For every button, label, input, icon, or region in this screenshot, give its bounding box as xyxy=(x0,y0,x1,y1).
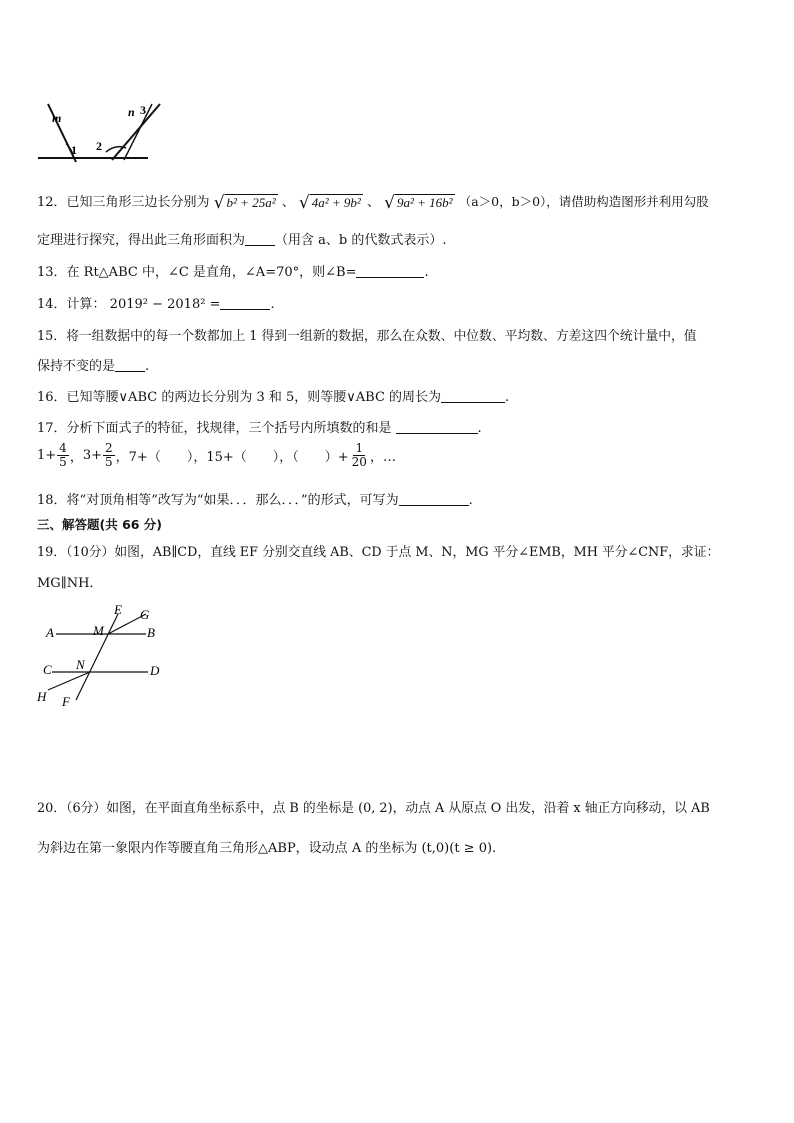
q18: 18．将“对顶角相等”改写为“如果．．．那么．．．”的形式，可写为 . xyxy=(37,493,473,508)
fig19-label-B: B xyxy=(147,625,155,640)
q15-line1: 15．将一组数据中的每一个数都加上 1 得到一组新的数据，那么在众数、中位数、平均数、方差这四个统计量中，值 xyxy=(37,329,697,344)
q12-line2 xyxy=(37,229,447,248)
q17-line1: 17．分析下面式子的特征，找规律，三个括号内所填数的和是 . xyxy=(37,421,482,436)
q12-line1 xyxy=(37,191,709,212)
q19-line2: MG∥NH． xyxy=(37,576,103,591)
q15-answer-blank[interactable] xyxy=(115,359,145,372)
fig11-label-n: n xyxy=(128,105,135,119)
q16: 16．已知等腰∨ABC 的两边长分别为 3 和 5，则等腰∨ABC 的周长为 . xyxy=(37,390,510,405)
fig19-label-N: N xyxy=(76,657,85,672)
q14: 14．计算： 2019² − 2018² = . xyxy=(37,297,275,312)
q12-condition: （a＞0，b＞0），请借助构造图形并利用勾股 xyxy=(458,194,709,209)
q13-answer-blank[interactable] xyxy=(356,265,424,278)
q17-answer-blank[interactable] xyxy=(396,421,478,434)
section-heading: 三、解答题(共 66 分) xyxy=(37,517,163,532)
q12-sep1: 、 xyxy=(281,195,295,210)
fraction-1-20: $\frac{1}{20}$ xyxy=(351,441,367,469)
q12-answer-blank[interactable] xyxy=(245,233,275,246)
q17-text: 17．分析下面式子的特征，找规律，三个括号内所填数的和是 xyxy=(37,421,392,436)
q20-line1: 20．（6分）如图，在平面直角坐标系中，点 B 的坐标是 (0, 2)，动点 A 从原点 O 出发，沿着 x 轴正方向移动，以 AB xyxy=(37,801,710,816)
fig19-label-H: H xyxy=(37,689,47,704)
fig19-line-NH xyxy=(48,672,90,690)
q17-line2: 1+ $\frac{4}{5}$ ， 3+ $\frac{2}{5}$ ， 7+（ ），15+（ ），（ ）+ $\frac{1}{20}$ ，… xyxy=(37,441,396,469)
q12-radical-3: √ 9a² + 16b² xyxy=(384,192,453,213)
fraction-4-5: $\frac{4}{5}$ xyxy=(59,441,67,469)
q12-line2-pre: 定理进行探究，得出此三角形面积为 xyxy=(37,233,246,248)
q12-radical-1: √ b² + 25a² xyxy=(213,192,276,213)
fig11-label-3: 3 xyxy=(140,103,146,117)
fraction-2-5: $\frac{2}{5}$ xyxy=(105,441,113,469)
fig19-label-E: E xyxy=(114,602,122,617)
q16-answer-blank[interactable] xyxy=(441,390,505,403)
fig19-label-D: D xyxy=(150,663,160,678)
figure-q11 xyxy=(36,100,164,166)
figure-q19 xyxy=(34,602,174,712)
q14-text: 14．计算： 2019² − 2018² = xyxy=(37,297,221,312)
fig19-label-G: G xyxy=(140,607,150,622)
q12-prefix: 12．已知三角形三边长分别为 xyxy=(37,195,210,210)
q19-line1: 19．（10分）如图，AB∥CD，直线 EF 分别交直线 AB、CD 于点 M、N，MG 平分∠EMB，MH 平分∠CNF，求证： xyxy=(37,545,720,560)
q14-answer-blank[interactable] xyxy=(220,297,270,310)
q15-line2: 保持不变的是 . xyxy=(37,359,150,374)
fig19-label-C: C xyxy=(43,662,52,677)
fig19-label-A: A xyxy=(46,625,54,640)
q20-line2: 为斜边在第一象限内作等腰直角三角形△ABP，设动点 A 的坐标为 (t,0)(t ≥ 0). xyxy=(37,841,497,856)
q13: 13．在 Rt△ABC 中，∠C 是直角，∠A=70°，则∠B= . xyxy=(37,265,429,280)
fig11-label-2: 2 xyxy=(96,139,102,153)
q12-line2-post: （用含 a、b 的代数式表示）. xyxy=(275,233,447,248)
fig11-label-1: 1 xyxy=(71,143,77,157)
q12-sep2: 、 xyxy=(366,195,380,210)
q18-answer-blank[interactable] xyxy=(399,493,469,506)
q16-text: 16．已知等腰∨ABC 的两边长分别为 3 和 5，则等腰∨ABC 的周长为 xyxy=(37,390,442,405)
fig11-label-m: m xyxy=(52,111,62,125)
fig19-label-M: M xyxy=(93,623,104,638)
q12-radical-2: √ 4a² + 9b² xyxy=(298,192,361,213)
fig19-label-F: F xyxy=(62,694,70,709)
q13-text: 13．在 Rt△ABC 中，∠C 是直角，∠A=70°，则∠B= xyxy=(37,265,357,280)
q18-text: 18．将“对顶角相等”改写为“如果．．．那么．．．”的形式，可写为 xyxy=(37,493,399,508)
